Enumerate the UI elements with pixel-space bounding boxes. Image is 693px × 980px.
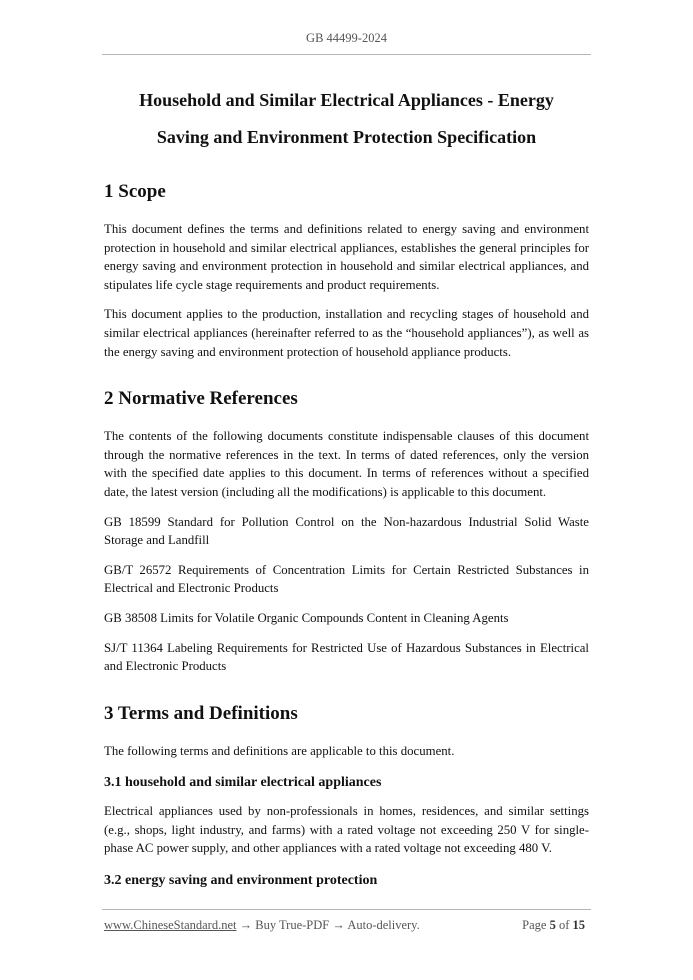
buy-pdf-text: Buy True-PDF <box>255 918 330 932</box>
arrow-right-icon: → <box>332 918 345 932</box>
reference-item: GB 38508 Limits for Volatile Organic Compounds Content in Cleaning Agents <box>104 610 509 625</box>
references-intro: The contents of the following documents constitute indispensable clauses of this document through the normative references in the text. In terms of dated references, only the version with the specified date applies to this document. In terms of references without a specified date, the latest version (including all the modifications) is applicable to this document. <box>104 429 589 499</box>
footer-promo <box>104 918 420 933</box>
document-body <box>104 82 589 900</box>
section-2-heading: 2 Normative References <box>104 388 298 410</box>
terms-intro: The following terms and definitions are applicable to this document. <box>104 743 455 758</box>
term-3-1-heading: 3.1 household and similar electrical appliances <box>104 775 382 791</box>
title-line-1: Household and Similar Electrical Appliances - Energy <box>139 90 554 110</box>
page-header: GB 44499-2024 <box>306 31 387 45</box>
auto-delivery-text: Auto-delivery. <box>347 918 420 932</box>
site-link[interactable]: www.ChineseStandard.net <box>104 918 237 932</box>
current-page: 5 <box>549 918 556 932</box>
section-3-heading: 3 Terms and Definitions <box>104 702 298 724</box>
arrow-right-icon: → <box>239 918 253 932</box>
footer-divider <box>102 909 591 910</box>
page-label: Page <box>522 918 547 932</box>
title-line-2: Saving and Environment Protection Specification <box>156 127 537 147</box>
header-divider <box>102 54 591 55</box>
term-3-1-definition: Electrical appliances used by non-professionals in homes, residences, and similar settings (e.g., shops, light industry, and farms) with a rated voltage not exceeding 250 V for single-phase AC power supply, and other appliances with a rated voltage not exceeding 480 V. <box>104 804 589 856</box>
scope-paragraph-1: This document defines the terms and definitions related to energy saving and environment protection in household and similar electrical appliances, establishes the general principles for energy saving and environment protection in household and similar electrical appliances, and stipulates life cycle stage requirements and product requirements. <box>104 222 589 292</box>
scope-paragraph-2: This document applies to the production, installation and recycling stages of household and similar electrical appliances (hereinafter referred to as the “household appliances”), as well as the energy saving and environment protection of household appliance products. <box>104 307 589 359</box>
document-title <box>104 82 589 156</box>
of-label: of <box>558 918 570 932</box>
page-number <box>522 918 585 933</box>
reference-item: SJ/T 11364 Labeling Requirements for Restricted Use of Hazardous Substances in Electrical and Electronic Products <box>104 640 589 674</box>
reference-item: GB/T 26572 Requirements of Concentration Limits for Certain Restricted Substances in Electrical and Electronic Products <box>104 562 589 596</box>
term-3-2-heading: 3.2 energy saving and environment protection <box>104 873 378 889</box>
reference-item: GB 18599 Standard for Pollution Control on the Non-hazardous Industrial Solid Waste Storage and Landfill <box>104 514 589 548</box>
total-pages: 15 <box>572 918 585 932</box>
section-1-heading: 1 Scope <box>104 181 166 202</box>
